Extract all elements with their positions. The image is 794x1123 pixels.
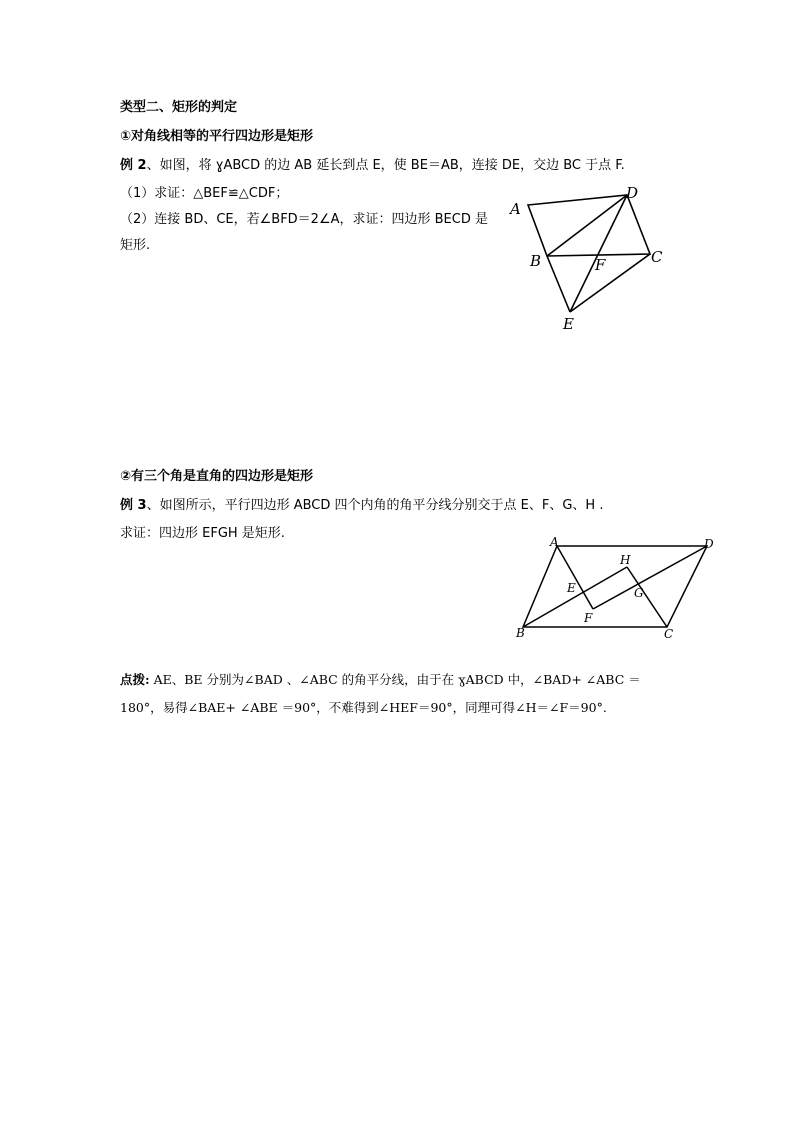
segment-de bbox=[570, 195, 627, 312]
label-c: C bbox=[664, 627, 674, 641]
label-c: C bbox=[651, 248, 663, 266]
label-a: A bbox=[550, 535, 559, 549]
example2-part2-line1: （2）连接 BD、CE，若∠BFD＝2∠A，求证：四边形 BECD 是 bbox=[120, 212, 488, 227]
label-h: H bbox=[620, 553, 631, 567]
method2-heading: ②有三个角是直角的四边形是矩形 bbox=[120, 469, 314, 484]
parallelogram-abcd bbox=[528, 195, 650, 256]
label-b: B bbox=[530, 252, 542, 270]
example3-statement bbox=[120, 494, 603, 513]
tip-label: 点拨: bbox=[120, 672, 150, 687]
example3-text: 、如图所示，平行四边形 ABCD 四个内角的角平分线分别交于点 E、F、G、H . bbox=[146, 498, 604, 513]
bisector-c bbox=[627, 567, 667, 627]
method1-heading: ①对角线相等的平行四边形是矩形 bbox=[120, 129, 314, 144]
label-b: B bbox=[516, 626, 525, 640]
segment-ce bbox=[570, 254, 650, 312]
example3-figure-lines bbox=[523, 546, 707, 627]
example2-part1: （1）求证：△BEF≌△CDF； bbox=[120, 186, 289, 201]
example3-prove: 求证：四边形 EFGH 是矩形. bbox=[120, 526, 285, 541]
example2-figure-lines bbox=[528, 195, 650, 312]
example2-figure bbox=[500, 180, 680, 340]
tip-line2: 180°，易得∠BAE+ ∠ABE ＝90°，不难得到∠HEF＝90°，同理可得∠H＝∠F＝90°. bbox=[120, 700, 607, 715]
bisector-a bbox=[557, 546, 593, 609]
example3-figure bbox=[510, 530, 730, 645]
label-a: A bbox=[510, 200, 521, 218]
label-f: F bbox=[584, 611, 593, 625]
segment-bd bbox=[547, 195, 627, 256]
label-e: E bbox=[567, 581, 576, 595]
example3-label: 例 3 bbox=[120, 498, 147, 513]
example2-statement bbox=[120, 154, 625, 173]
example2-text: 、如图，将 ɣABCD 的边 AB 延长到点 E，使 BE＝AB，连接 DE，交边 BC 于点 F. bbox=[146, 158, 625, 173]
label-g: G bbox=[634, 586, 644, 600]
segment-be bbox=[547, 256, 570, 312]
label-f: F bbox=[595, 256, 606, 274]
example2-part2-line2: 矩形. bbox=[120, 238, 151, 253]
label-d: D bbox=[704, 537, 714, 551]
label-d: D bbox=[626, 184, 639, 202]
label-e: E bbox=[563, 315, 574, 333]
tip-line1 bbox=[120, 670, 641, 688]
example2-label: 例 2 bbox=[120, 158, 147, 173]
section-heading: 类型二、矩形的判定 bbox=[120, 100, 238, 115]
tip-text-line1: AE、BE 分别为∠BAD 、∠ABC 的角平分线，由于在 ɣABCD 中，∠BAD+ ∠ABC ＝ bbox=[149, 672, 641, 687]
parallelogram-abcd bbox=[523, 546, 707, 627]
